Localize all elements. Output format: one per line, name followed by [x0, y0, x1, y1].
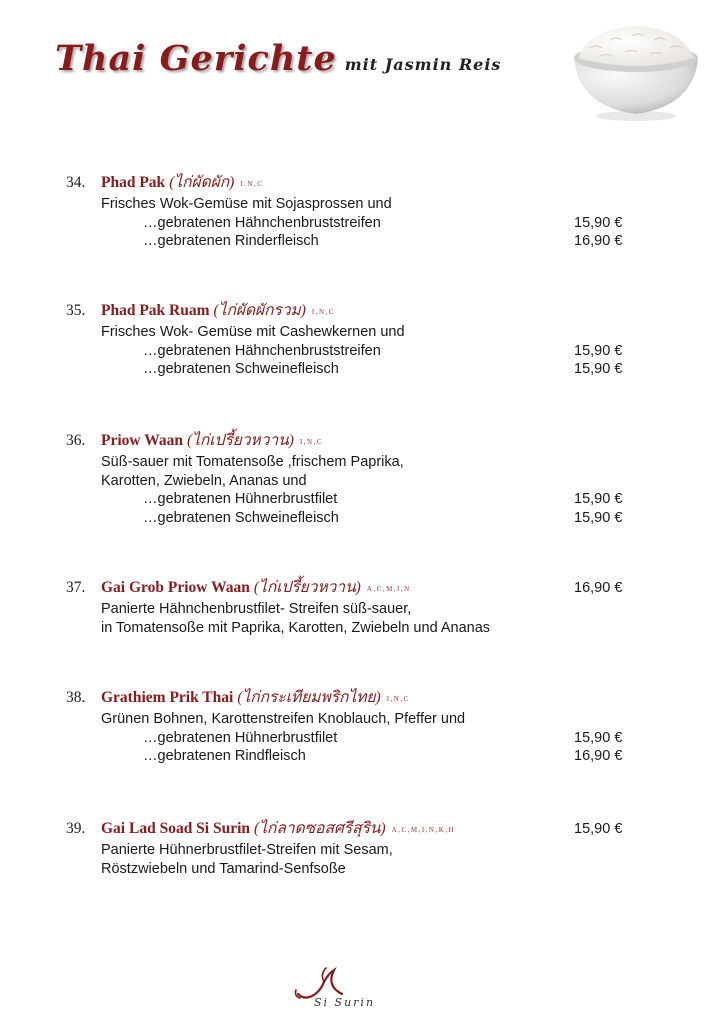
- menu-item: [66, 432, 646, 527]
- item-name: Phad Pak (ไก่ผัดผัก) I,N,C: [101, 174, 264, 191]
- item-thai-name: (ไก่เปรี้ยวหวาน): [186, 432, 294, 449]
- item-description: Panierte Hühnerbrustfilet-Streifen mit Sesam,: [101, 842, 393, 858]
- item-name: Grathiem Prik Thai (ไก่กระเทียมพริกไทย) I,N,C: [101, 689, 410, 706]
- item-name: Gai Grob Priow Waan (ไก่เปรี้ยวหวาน) A,C,M,I,N: [101, 579, 411, 596]
- menu-item: [66, 174, 646, 251]
- item-allergens: A,C,M,I,N,K,H: [391, 826, 456, 834]
- item-description: in Tomatensoße mit Paprika, Karotten, Zwiebeln und Ananas: [101, 619, 491, 636]
- item-option: [66, 232, 646, 251]
- item-number: 35.: [66, 302, 86, 319]
- item-number: 34.: [66, 174, 86, 191]
- option-price: 15,90 €: [574, 342, 623, 359]
- item-description: Panierte Hähnchenbrustfilet- Streifen süß-sauer,: [101, 601, 412, 617]
- option-label: …gebratenen Rindfleisch: [143, 748, 306, 764]
- item-allergens: I,N,C: [386, 695, 410, 703]
- page-header: [55, 38, 501, 79]
- item-number: 37.: [66, 579, 86, 596]
- option-price: 15,90 €: [574, 509, 623, 526]
- item-description: Röstzwiebeln und Tamarind-Senfsoße: [101, 860, 346, 877]
- item-number: 36.: [66, 432, 86, 449]
- item-thai-name: (ไก่เปรี้ยวหวาน): [253, 579, 361, 596]
- item-name: Phad Pak Ruam (ไก่ผัดผักรวม) I,N,C: [101, 302, 335, 319]
- item-number: 39.: [66, 820, 86, 837]
- item-description: Frisches Wok- Gemüse mit Cashewkernen und: [101, 324, 405, 340]
- item-option: [66, 729, 646, 748]
- item-option: [66, 490, 646, 509]
- item-option: [66, 214, 646, 233]
- item-name: Priow Waan (ไก่เปรี้ยวหวาน) I,N,C: [101, 432, 324, 449]
- menu-item: [66, 302, 646, 379]
- item-option: [66, 360, 646, 379]
- option-label: …gebratenen Hühnerbrustfilet: [143, 491, 338, 507]
- option-label: …gebratenen Schweinefleisch: [143, 361, 339, 377]
- item-price: 15,90 €: [574, 821, 623, 837]
- item-option: [66, 509, 646, 528]
- item-price: 16,90 €: [574, 580, 623, 596]
- rice-bowl-image: [570, 18, 702, 122]
- si-surin-logo: [290, 966, 390, 1012]
- page-title: Thai Gerichte: [55, 38, 337, 79]
- item-allergens: I,N,C: [240, 180, 264, 188]
- option-price: 15,90 €: [574, 729, 623, 746]
- option-label: …gebratenen Schweinefleisch: [143, 509, 339, 526]
- option-label: …gebratenen Hähnchenbruststreifen: [143, 214, 381, 231]
- option-price: 16,90 €: [574, 233, 623, 249]
- menu-item: [66, 689, 646, 766]
- menu-item: [66, 820, 646, 878]
- option-label: …gebratenen Hähnchenbruststreifen: [143, 342, 381, 359]
- item-allergens: I,N,C: [311, 308, 335, 316]
- option-price: 16,90 €: [574, 748, 623, 764]
- item-number: 38.: [66, 689, 86, 706]
- item-thai-name: (ไก่ลาดซอสศรีสุริน): [254, 820, 386, 837]
- option-price: 15,90 €: [574, 361, 623, 377]
- item-option: [66, 747, 646, 766]
- page-subtitle: mit Jasmin Reis: [344, 55, 502, 74]
- option-price: 15,90 €: [574, 214, 623, 231]
- item-name: Gai Lad Soad Si Surin (ไก่ลาดซอสศรีสุริน) A,C,M,I,N,K,H: [101, 820, 456, 837]
- option-price: 15,90 €: [574, 491, 623, 507]
- menu-item: [66, 579, 646, 637]
- item-description: Frisches Wok-Gemüse mit Sojasprossen und: [101, 196, 392, 212]
- item-thai-name: (ไก่กระเทียมพริกไทย): [237, 689, 381, 706]
- item-description: Süß-sauer mit Tomatensoße ,frischem Paprika,: [101, 454, 404, 470]
- item-description: Grünen Bohnen, Karottenstreifen Knoblauch, Pfeffer und: [101, 711, 466, 727]
- item-thai-name: (ไก่ผัดผัก): [169, 174, 235, 191]
- option-label: …gebratenen Hühnerbrustfilet: [143, 729, 338, 746]
- item-allergens: A,C,M,I,N: [366, 585, 411, 593]
- option-label: …gebratenen Rinderfleisch: [143, 233, 319, 249]
- item-description: Karotten, Zwiebeln, Ananas und: [101, 472, 307, 489]
- logo-text: Si Surin: [314, 996, 376, 1009]
- item-allergens: I,N,C: [299, 438, 324, 446]
- item-option: [66, 342, 646, 361]
- item-thai-name: (ไก่ผัดผักรวม): [213, 302, 306, 319]
